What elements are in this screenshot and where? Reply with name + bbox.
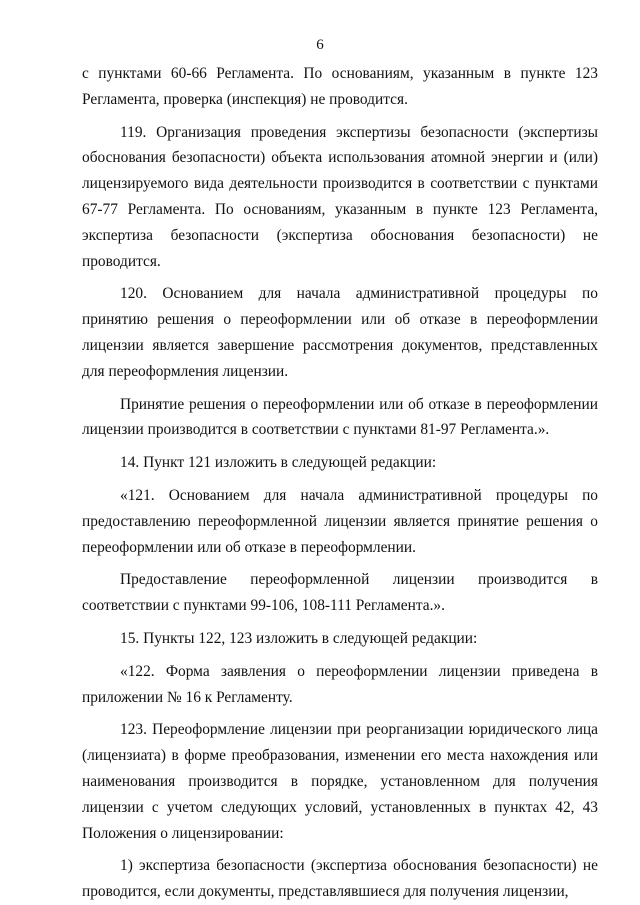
paragraph-provision: Предоставление переоформленной лицензии производится в соответствии с пунктами 99-106, 108-111 Регламента.». bbox=[82, 571, 598, 615]
document-body bbox=[82, 61, 598, 905]
paragraph-item-120: 120. Основанием для начала административной процедуры по принятию решения о переоформлении или об отказе в переоформлении лицензии является завершение рассмотрения документов, представленных для переоформления лицензии. bbox=[82, 285, 598, 380]
paragraph-decision: Принятие решения о переоформлении или об отказе в переоформлении лицензии производится в соответствии с пунктами 81-97 Регламента.». bbox=[82, 395, 598, 439]
page-number: 6 bbox=[316, 37, 324, 53]
paragraph-item-121: «121. Основанием для начала административной процедуры по предоставлению переоформленной лицензии является принятие решения о переоформлении или об отказе в переоформлении. bbox=[82, 486, 598, 556]
paragraph-amendment-14: 14. Пункт 121 изложить в следующей редакции: bbox=[120, 454, 437, 472]
paragraph-condition-1: 1) экспертиза безопасности (экспертиза обоснования безопасности) не проводится, если документы, представлявшиеся для получения лицензии, bbox=[82, 857, 598, 901]
paragraph-continuation: с пунктами 60-66 Регламента. По основаниям, указанным в пункте 123 Регламента, проверка (инспекция) не проводится. bbox=[82, 65, 598, 108]
paragraph-item-123: 123. Переоформление лицензии при реорганизации юридического лица (лицензиата) в форме преобразования, изменении его места нахождения или наименования производится в порядке, установленном для получения лицензии с учетом следующих условий, установленных в пунктах 42, 43 Положения о лицензировании: bbox=[82, 721, 598, 842]
paragraph-item-122: «122. Форма заявления о переоформлении лицензии приведена в приложении № 16 к Регламенту. bbox=[82, 662, 598, 706]
paragraph-amendment-15: 15. Пункты 122, 123 изложить в следующей редакции: bbox=[120, 629, 478, 647]
paragraph-item-119: 119. Организация проведения экспертизы безопасности (экспертизы обоснования безопасности) объекта использования атомной энергии и (или) лицензируемого вида деятельности производится в соответствии с пунктами 67-77 Регламента. По основаниям, указанным в пункте 123 Регламента, экспертиза безопасности (экспертиза обоснования безопасности) не проводится. bbox=[82, 123, 598, 270]
